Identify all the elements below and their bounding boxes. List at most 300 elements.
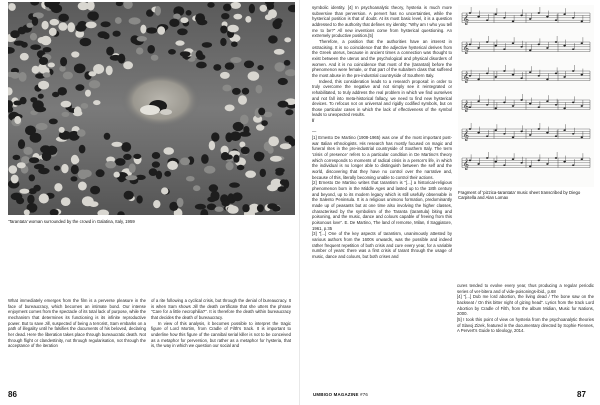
crowd-person-shape [268,9,277,18]
note-head [477,79,479,81]
crowd-person-shape [11,175,19,184]
note-head [555,104,557,106]
note-head [572,17,574,19]
issue-number: #76 [360,392,369,397]
crowd-person-shape [40,145,51,153]
note-head [512,105,514,107]
note-head [469,128,471,130]
crowd-person-shape [30,97,37,102]
crowd-person-shape [195,204,206,210]
note-head [469,75,471,77]
crowd-person-shape [168,49,176,55]
crowd-person-shape [19,72,27,82]
music-score-image [458,5,594,187]
page-number-right: 87 [577,390,586,399]
crowd-person-shape [93,100,100,105]
crowd-person-shape [96,169,105,177]
crowd-person-shape [220,38,226,46]
treble-clef-icon: 𝄞 [463,43,469,54]
crowd-person-shape [52,92,59,97]
crowd-person-shape [285,109,293,115]
crowd-person-shape [61,164,68,173]
note-head [563,161,565,163]
crowd-person-shape [129,17,141,24]
crowd-person-shape [220,72,230,79]
note-head [469,160,471,162]
crowd-person-shape [90,186,100,195]
note-head [572,133,574,135]
crowd-person-shape [233,14,242,20]
note-head [555,73,557,75]
note-head [477,16,479,18]
crowd-person-shape [267,203,277,209]
running-head [313,392,368,397]
crowd-person-shape [114,172,120,178]
note-head [503,133,505,135]
crowd-person-shape [223,4,231,12]
crowd-person-shape [155,6,161,16]
crowd-person-shape [111,142,122,147]
crowd-person-shape [268,35,278,43]
footnote: [1] Ernesto De Martino (1908-1965) was one of the most important post-war Italian ethnologists. His research has mostly focused on magic and funeral rites in the pre-industrial countryside of Southern Italy. The term 'crisis of presence' refers to a particular condition in De Martino's theory which corresponds to moments of radical crisis in a person's life, in which the individual is no longer able to distinguish between the self and the world, discovering that they have no control over the narrative and, because of this, literally becoming unable to control their actions. [312,135,452,180]
crowd-person-shape [49,119,58,125]
crowd-person-shape [237,165,245,170]
crowd-person-shape [39,57,48,65]
crowd-photo [8,2,295,215]
crowd-person-shape [260,5,268,12]
note-head [538,75,540,77]
crowd-person-shape [151,55,159,61]
crowd-person-shape [67,22,75,32]
score-caption: Fragment of 'pizzica-tarantata' music sheet transcribed by Diego Carpitella and Alan Lomax [458,190,581,201]
footnote: [5] I took this point of view on hysteria from the psychoanalytic theories of Slavoj Zizek, featured in the documentary directed by Sophie Fiennes, A Pervert's Guide to Ideology, 2014. [457,316,594,334]
note-head [495,129,497,131]
crowd-person-shape [23,147,32,155]
crowd-person-shape [215,207,224,212]
crowd-person-shape [207,2,214,8]
crowd-person-shape [284,60,291,66]
note-head [486,73,488,75]
crowd-person-shape [101,21,111,27]
crowd-person-shape [48,63,55,68]
note-head [563,45,565,47]
crowd-person-shape [186,10,192,16]
note-head [503,17,505,19]
crowd-person-shape [80,38,92,47]
note-head [529,103,531,105]
crowd-person-shape [113,31,121,37]
crowd-person-shape [58,22,67,30]
treble-clef-icon: 𝄞 [463,72,469,83]
crowd-person-shape [78,182,87,191]
crowd-person-shape [164,171,171,177]
note-head [572,70,574,72]
crowd-person-shape [63,72,73,80]
crowd-person-shape [106,66,113,76]
crowd-person-shape [186,176,195,181]
note-head [486,19,488,21]
crowd-person-shape [14,41,25,46]
crowd-person-shape [260,169,266,177]
crowd-person-shape [211,132,219,141]
footnote: [3] "[...] One of the key aspects of tarantism, unanimously attested by various authors from the 1600s onwards, was the possible and indeed rather frequent repetition of both crisis and cure every year, for a variable number of years: there was a first crisis of tarant through the usage of music, dance and colours, but both crises and [312,231,452,259]
crowd-person-shape [88,71,96,76]
body-paragraph: of a rite following a cyclical crisis, but through the denial of bureaucracy. It is when Sam shows Jill the death certificate that she utters the phrase "Care for a little necrophilia?". It is therefore the death within bureaucracy that decides the death of bureaucracy. [151,298,291,320]
crowd-person-shape [137,36,147,42]
crowd-person-shape [30,44,41,50]
page-number-left: 86 [8,390,17,399]
crowd-person-shape [13,155,21,160]
crowd-person-shape [121,142,131,152]
note-head [563,13,565,15]
crowd-person-shape [125,175,137,180]
crowd-person-shape [58,14,69,22]
note-head [546,79,548,81]
crowd-person-shape [230,131,241,141]
crowd-person-shape [227,206,238,214]
crowd-person-shape [222,85,231,92]
crowd-person-shape [75,84,84,91]
crowd-person-shape [20,53,29,61]
crowd-person-shape [43,72,51,77]
crowd-person-shape [225,105,235,112]
crowd-person-shape [71,155,79,165]
crowd-person-shape [180,17,188,23]
body-paragraph: symbolic identity. [4] In psychoanalytic theory, hysteria is much more subversive than perversion. A pervert has no uncertainties, while the hysterical position is that of doubt. At its most basic level, it is a question addressed to the authority that defines my identity: "Why am I who you tell me to be?" All new inventions come from hysterical questioning. An extremely productive position.[5] [312,5,452,39]
crowd-person-shape [29,174,35,181]
crowd-person-shape [239,132,251,137]
crowd-person-shape [77,129,86,136]
crowd-person-shape [204,166,215,174]
body-paragraph: Indeed, this consideration leads to a research proposal: in order to truly overcome the negative and not simply see it reintegrated or rehabilitated, to truly address the real problem in which we find ourselves and not fall into meta-historical fallacy, we need to find new hysterical devices. To refocus not on universal and rigidly codified symbols, but on those particular cases in which the lack of effectiveness of the symbol leads to unexpected results. [312,78,452,118]
crowd-person-shape [161,187,168,194]
note-head [546,16,548,18]
crowd-person-shape [173,14,181,20]
crowd-person-shape [256,85,263,94]
crowd-person-shape [103,33,110,40]
crowd-person-shape [257,65,263,70]
note-head [538,106,540,108]
crowd-person-shape [123,154,131,160]
crowd-person-shape [136,47,143,54]
treble-clef-icon: 𝄞 [463,159,469,170]
crowd-person-shape [222,200,230,206]
note-head [538,12,540,14]
crowd-person-shape [207,197,216,203]
note-head [546,47,548,49]
crowd-person-shape [258,108,265,116]
note-head [469,106,471,108]
note-head [546,163,548,165]
crowd-person-shape [8,3,15,11]
footnotes-lead: — [312,129,317,135]
crowd-person-shape [254,152,264,162]
crowd-person-shape [74,106,82,115]
treble-clef-icon: 𝄞 [463,14,469,25]
crowd-person-shape [54,183,62,191]
crowd-person-shape [133,154,141,159]
section-divider: // [312,118,315,124]
note-head [495,13,497,15]
crowd-person-shape [129,163,136,173]
note-head [563,76,565,78]
crowd-person-shape [81,170,92,178]
crowd-person-shape [147,45,155,54]
crowd-person-shape [241,147,250,155]
photo-caption: 'Tarantata' woman surrounded by the crowd in Galatina, Italy, 1959 [8,219,135,224]
note-head [529,166,531,168]
note-head [546,132,548,134]
crowd-person-shape [248,71,260,80]
crowd-person-shape [75,24,86,32]
crowd-person-shape [27,195,34,204]
crowd-person-shape [85,90,91,97]
crowd-person-shape [193,185,200,191]
crowd-person-shape [274,49,285,55]
crowd-person-shape [89,80,100,88]
note-head [581,137,583,139]
crowd-person-shape [257,204,264,212]
crowd-person-shape [240,115,249,125]
crowd-photo-image [8,2,295,215]
crowd-person-shape [274,62,285,71]
crowd-person-shape [229,182,240,187]
note-head [529,134,531,136]
note-head [486,135,488,137]
crowd-person-shape [232,192,242,201]
right-text-column-1 [312,5,452,377]
crowd-person-shape [233,155,239,163]
crowd-person-shape [268,146,274,153]
crowd-person-shape [213,64,221,71]
crowd-person-shape [156,171,162,180]
note-head [469,44,471,46]
note-head [477,132,479,134]
crowd-person-shape [230,57,241,63]
crowd-person-shape [272,20,281,30]
crowd-person-shape [261,120,268,126]
crowd-person-shape [81,103,89,109]
crowd-person-shape [238,95,247,104]
note-head [555,135,557,137]
note-head [503,70,505,72]
crowd-person-shape [29,157,39,163]
crowd-person-shape [118,54,126,64]
crowd-person-shape [230,2,241,9]
crowd-person-shape [242,88,249,95]
note-head [529,50,531,52]
crowd-person-shape [34,106,46,112]
left-text-column-1 [8,298,146,392]
crowd-person-shape [280,179,287,185]
crowd-person-shape [106,47,114,56]
note-head [546,100,548,102]
crowd-person-shape [275,168,285,173]
note-head [538,128,540,130]
crowd-person-shape [62,112,70,117]
crowd-person-shape [38,94,44,99]
crowd-person-shape [32,66,40,74]
note-head [512,74,514,76]
crowd-person-shape [245,171,256,178]
treble-clef-icon: 𝄞 [463,130,469,141]
note-head [555,41,557,43]
crowd-person-shape [33,185,40,192]
crowd-person-shape [30,33,37,41]
crowd-person-shape [201,154,209,164]
crowd-person-shape [177,198,184,207]
crowd-person-shape [11,193,23,201]
note-head [477,100,479,102]
crowd-person-shape [231,41,238,47]
note-head [520,46,522,48]
crowd-person-shape [268,136,279,146]
note-head [512,21,514,23]
crowd-person-shape [221,13,229,19]
crowd-person-shape [17,162,26,168]
crowd-person-shape [49,28,57,36]
note-head [477,47,479,49]
crowd-person-shape [71,176,78,181]
note-head [581,105,583,107]
crowd-person-shape [59,127,65,133]
note-head [538,44,540,46]
crowd-person-shape [180,158,190,166]
note-head [529,71,531,73]
note-head [538,160,540,162]
note-head [563,129,565,131]
crowd-person-shape [284,37,291,42]
note-head [529,18,531,20]
crowd-person-shape [152,161,160,167]
crowd-person-shape [244,61,254,69]
note-head [520,99,522,101]
crowd-person-shape [86,22,97,29]
crowd-person-shape [18,139,25,149]
crowd-person-shape [146,27,157,33]
crowd-person-shape [280,143,292,149]
note-head [563,108,565,110]
note-head [477,163,479,165]
crowd-person-shape [136,195,142,203]
crowd-person-shape [123,61,133,69]
crowd-person-shape [227,25,238,33]
crowd-person-shape [221,152,229,160]
crowd-person-shape [60,57,67,66]
crowd-person-shape [195,13,205,23]
note-head [469,12,471,14]
crowd-person-shape [242,204,249,212]
note-head [520,15,522,17]
crowd-person-shape [74,64,86,74]
crowd-person-shape [79,145,86,154]
crowd-person-shape [270,156,282,162]
note-head [486,157,488,159]
crowd-person-shape [226,162,234,171]
crowd-person-shape [175,40,184,45]
crowd-person-shape [38,81,49,90]
crowd-person-shape [54,166,60,171]
note-head [512,158,514,160]
crowd-person-shape [34,164,45,170]
crowd-person-shape [232,88,241,95]
crowd-person-shape [115,158,126,166]
crowd-person-shape [163,147,174,154]
note-head [520,162,522,164]
music-score-drawing [458,5,594,187]
crowd-person-shape [209,141,215,150]
crowd-person-shape [124,191,134,200]
note-head [581,21,583,23]
crowd-person-shape [115,17,122,24]
footnote: [2] Ernesto De Martino writes that tarantism is "[...] a historical-religious phenomenon born in the Middle Ages and lasted up to the 18th century and beyond, up to its modern legacy which is still usefully observable in the Salento Peninsula. It is a religious unimono formation, predominantly made up of peasants but at one time also involving the higher classes, characterised by the symbolism of the Taranta (tarantula) biting and poisoning, and the music, dance and colours capable of freeing from this poisonous love". E. De Martino, The land of remorse, Milan, Il Saggiatore, 1961, p.35 [312,180,452,231]
crowd-person-shape [153,200,160,208]
crowd-person-shape [209,184,218,192]
crowd-person-shape [50,19,60,26]
page-gutter [299,0,300,405]
body-paragraph: Therefore, a position that the authorities have an interest in ostracising. It is no coincidence that the adjective hysterical derives from the Greek uterus, because in ancient times a connection was thought to exist between the uterus and the psychological and physical disorders of women. And it is no coincidence that most of the (tarantati) before the phenomenon were female, or that part of the subaltern class that suffered the most abuse in the pre-industrial countryside of Southern Italy. [312,38,452,78]
crowd-person-shape [36,123,48,130]
footnote: [4] "[...] Dub me lord abortion, the living dead / The bone saw on the backseat / On this bitter night of gizing head". Lyrics from the track Lord Abortion by Cradle of Filth, from the album Midian, Music for Nations, 2000. [457,294,594,317]
crowd-person-shape [220,26,227,34]
note-head [572,48,574,50]
crowd-person-shape [19,189,29,194]
crowd-person-shape [140,25,146,34]
crowd-person-shape [9,165,18,174]
crowd-person-shape [13,101,22,106]
note-head [555,19,557,21]
crowd-person-shape [245,16,251,23]
crowd-person-shape [32,17,38,26]
left-text-column-2 [151,298,291,392]
note-head [495,108,497,110]
body-paragraph: In view of this analysis, it becomes possible to interpret the tragic figure of Lord Mortim, from Cradle of Filth's track. It is important to underline how this figure of the cannibal serial killer is not to be conceived as a metaphor for perversion, but rather as a metaphor for hysteria, that is, the way in which we question our social and [151,320,291,349]
note-head [495,161,497,163]
crowd-person-shape [169,19,179,27]
crowd-person-shape [278,101,289,108]
crowd-person-shape [225,62,235,69]
note-head [503,164,505,166]
note-head [495,45,497,47]
treble-clef-icon: 𝄞 [463,101,469,112]
right-text-column-2 [457,283,594,377]
note-head [486,104,488,106]
crowd-person-shape [87,11,97,20]
note-head [503,102,505,104]
crowd-person-shape [249,4,255,14]
crowd-person-shape [152,152,160,159]
crowd-person-shape [71,165,79,175]
crowd-person-shape [71,51,79,57]
note-head [572,164,574,166]
crowd-person-shape [180,51,191,57]
crowd-person-shape [104,133,111,140]
crowd-person-shape [167,161,178,170]
crowd-person-shape [278,78,288,85]
crowd-person-shape [196,62,207,69]
crowd-person-shape [61,101,72,108]
body-paragraph: What immediately emerges from the film is a perverse pleasure in the face of bureaucracy, which becomes an intimate bond. Our intense enjoyment comes from the spectacle of its total lack of purpose, while the mechanism that determines its functioning is its infinite reproductive power. But to save Jill, suspected of being a terrorist, Sam embarks on a path of illegality until he falsifies the documents of his beloved, declaring her dead. Here the liberation takes place through bureaucratic death. Not through flight or clandestinity, not through regularisation, not through the acceptance of the iteration [8,298,146,349]
crowd-person-shape [157,26,165,35]
crowd-person-shape [59,66,65,72]
footnote: cures tended to evolve every year, thus producing a regular periodic series of ver-bitera and of vide-poisonings-ibid., p.68 [457,283,594,294]
crowd-person-shape [202,42,212,48]
note-head [520,131,522,133]
crowd-person-shape [177,28,188,35]
crowd-person-shape [39,194,49,204]
crowd-person-shape [42,21,49,30]
note-head [520,77,522,79]
